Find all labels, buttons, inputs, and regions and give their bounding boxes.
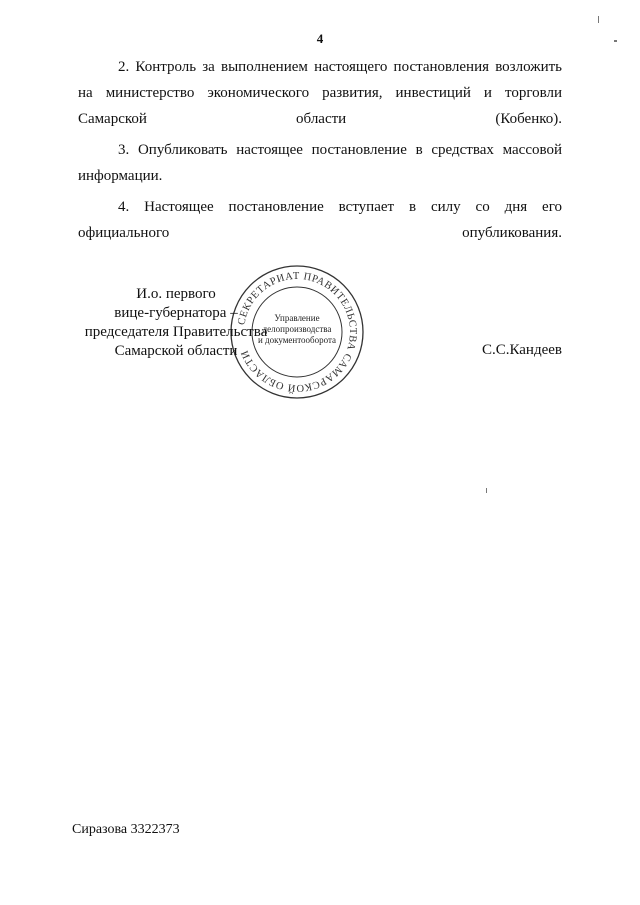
paragraph-4 (78, 194, 562, 246)
paragraph-4-text: 4. Настоящее постановление вступает в силу со дня его (118, 199, 562, 215)
seal-ring-text: СЕКРЕТАРИАТ ПРАВИТЕЛЬСТВА САМАРСКОЙ ОБЛАСТИ (236, 270, 359, 394)
signatory-title (78, 285, 274, 361)
seal-center-line-1: Управление (274, 313, 320, 323)
paragraph-2 (78, 54, 562, 132)
paragraph-4-end: официального опубликования. (78, 225, 562, 241)
signatory-title-line-1: И.о. первого (136, 286, 216, 302)
paragraph-2-end: Самарской области (Кобенко). (78, 111, 562, 127)
paragraph-3-end: информации. (78, 168, 163, 184)
paragraph-2-text: 2. Контроль за выполнением настоящего постановления возложить на министерство экономического развития, инвестиций и торговли (78, 59, 562, 101)
signatory-name: С.С.Кандеев (481, 342, 562, 358)
signatory-title-line-3: председателя Правительства (84, 324, 268, 340)
seal-center-line-2: делопроизводства (262, 324, 332, 334)
scan-speck (614, 40, 617, 42)
signatory-title-line-2: вице-губернатора – (114, 305, 238, 321)
scan-speck (598, 16, 599, 23)
scan-speck (486, 488, 487, 493)
page-number: 4 (316, 31, 324, 46)
document-body (78, 54, 562, 251)
paragraph-3 (78, 137, 562, 189)
seal-center-line-3: и документооборота (257, 335, 337, 345)
executor-note: Сиразова 3322373 (72, 822, 180, 837)
signatory-title-line-4: Самарской области (114, 343, 238, 359)
paragraph-3-text: 3. Опубликовать настоящее постановление в средствах массовой (118, 142, 562, 158)
